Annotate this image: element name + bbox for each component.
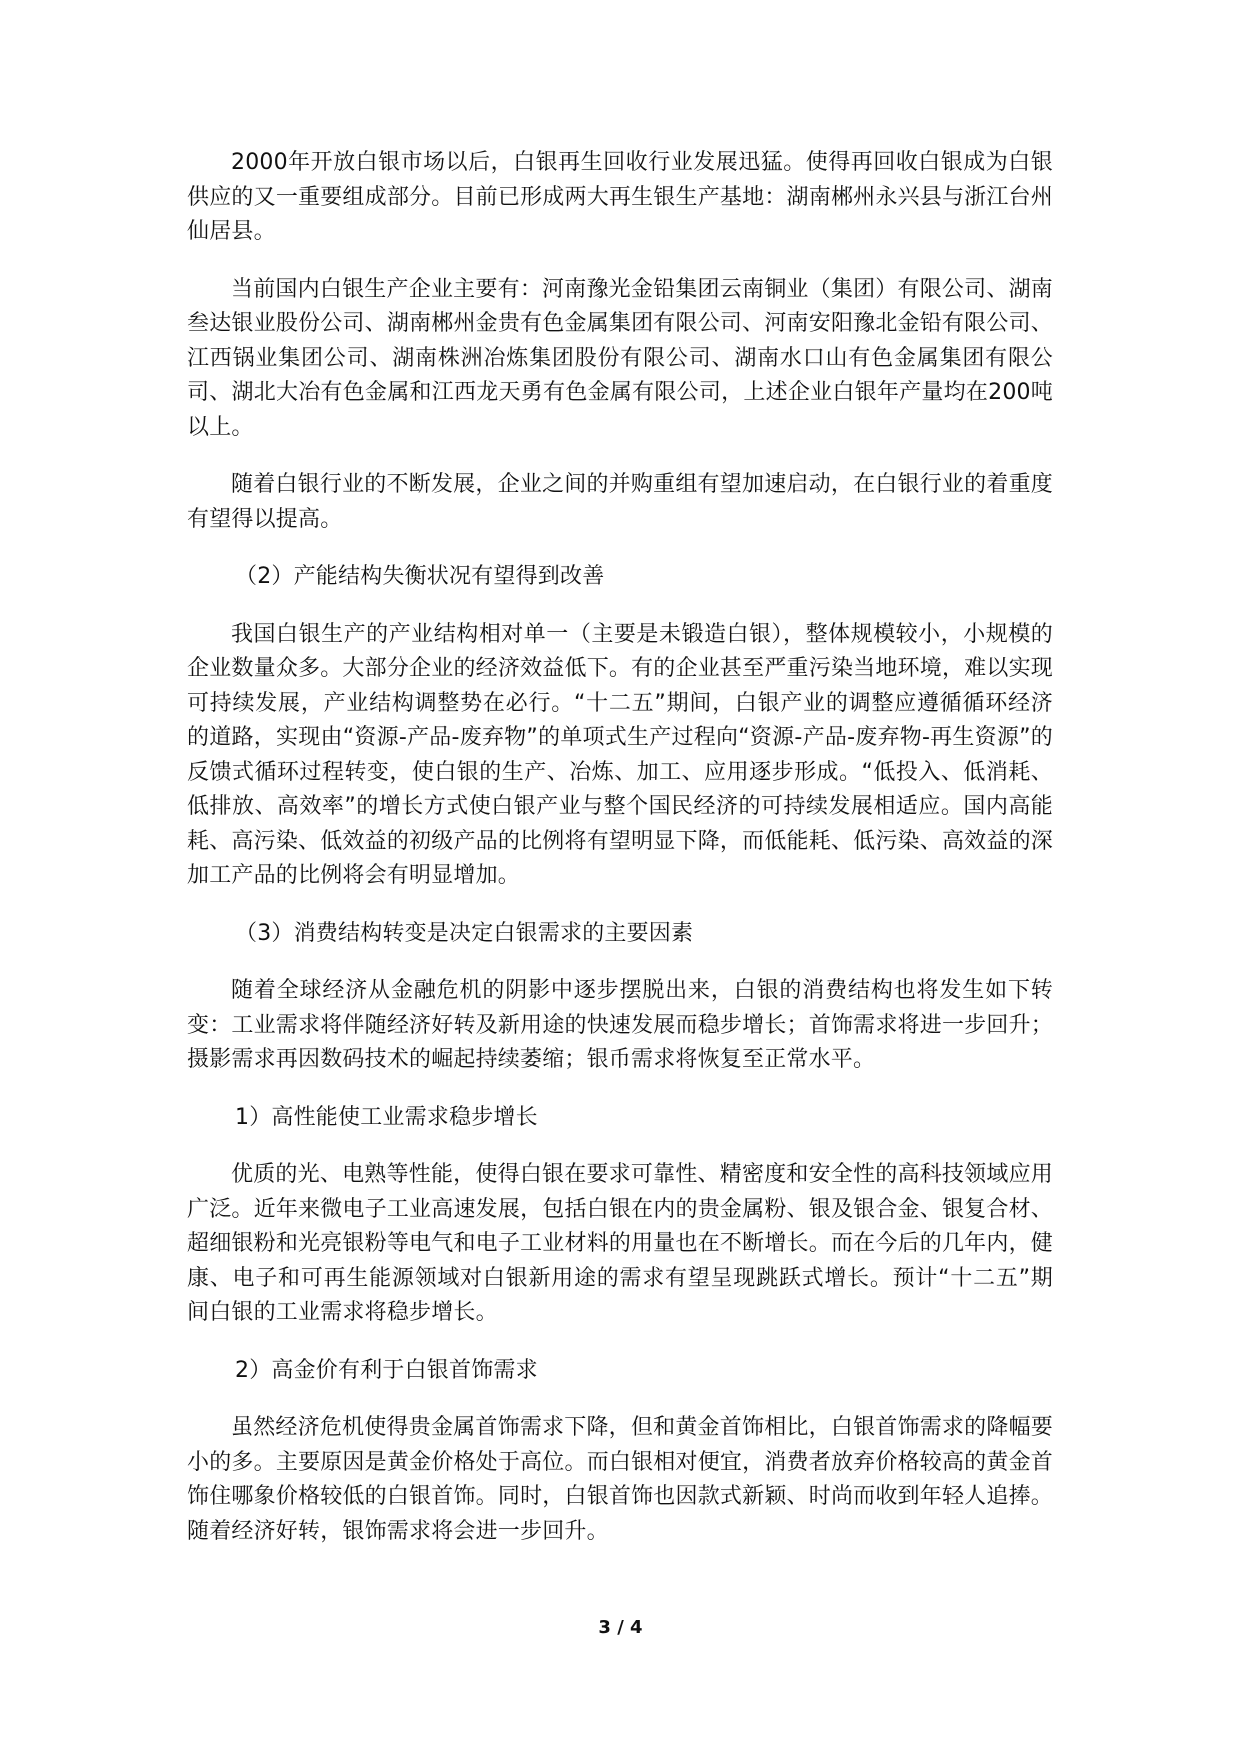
section-heading-capacity-structure: （2）产能结构失衡状况有望得到改善: [235, 564, 605, 589]
paragraph-consumption-shift: 随着全球经济从金融危机的阴影中逐步摆脱出来，白银的消费结构也将发生如下转变：工业需求将伴随经济好转及新用途的快速发展而稳步增长；首饰需求将进一步回升；摄影需求再因数码技术的崛起持续萎缩；银币需求将恢复至正常水平。: [187, 978, 1053, 1072]
section-heading-consumption-structure: （3）消费结构转变是决定白银需求的主要因素: [235, 920, 694, 946]
paragraph-mergers: 随着白银行业的不断发展，企业之间的并购重组有望加速启动，在白银行业的着重度有望得以提高。: [187, 472, 1053, 532]
paragraph-producers-list: 当前国内白银生产企业主要有：河南豫光金铅集团云南铜业（集团）有限公司、湖南叁达银业股份公司、湖南郴州金贵有色金属集团有限公司、河南安阳豫北金铅有限公司、江西锅业集团公司、湖南株洲冶炼集团股份有限公司、湖南水口山有色金属集团有限公司、湖北大冶有色金属和江西龙天勇有色金属有限公司，上述企业白银年产量均在200吨以上。: [187, 276, 1053, 440]
paragraph-silver-recycling: 2000年开放白银市场以后，白银再生回收行业发展迅猛。使得再回收白银成为白银供应的又一重要组成部分。目前已形成两大再生银生产基地：湖南郴州永兴县与浙江台州仙居县。: [187, 150, 1053, 244]
page-number: 3 / 4: [598, 1617, 643, 1638]
paragraph-industry-structure: 我国白银生产的产业结构相对单一（主要是未锻造白银），整体规模较小，小规模的企业数量众多。大部分企业的经济效益低下。有的企业甚至严重污染当地环境，难以实现可持续发展，产业结构调整势在必行。“十二五”期间，白银产业的调整应遵循循环经济的道路，实现由“资源-产品-废弃物”的单项式生产过程向“资源-产品-废弃物-再生资源”的反馈式循环过程转变，使白银的生产、冶炼、加工、应用逐步形成。“低投入、低消耗、低排放、高效率”的增长方式使白银产业与整个国民经济的可持续发展相适应。国内高能耗、高污染、低效益的初级产品的比例将有望明显下降，而低能耗、低污染、高效益的深加工产品的比例将会有明显增加。: [187, 621, 1053, 888]
paragraph-jewelry-demand: 虽然经济危机使得贵金属首饰需求下降，但和黄金首饰相比，白银首饰需求的降幅要小的多。主要原因是黄金价格处于高位。而白银相对便宜，消费者放弃价格较高的黄金首饰住哪象价格较低的白银首饰。同时，白银首饰也因款式新颖、时尚而收到年轻人追捧。随着经济好转，银饰需求将会进一步回升。: [187, 1415, 1053, 1544]
document-body: [187, 146, 1053, 1572]
subheading-industrial-demand: 1）高性能使工业需求稳步增长: [235, 1104, 538, 1130]
subheading-jewelry-demand: 2）高金价有利于白银首饰需求: [235, 1357, 538, 1383]
paragraph-industrial-demand: 优质的光、电熟等性能，使得白银在要求可靠性、精密度和安全性的高科技领域应用广泛。近年来微电子工业高速发展，包括白银在内的贵金属粉、银及银合金、银复合材、超细银粉和光亮银粉等电气和电子工业材料的用量也在不断增长。而在今后的几年内，健康、电子和可再生能源领域对白银新用途的需求有望呈现跳跃式增长。预计“十二五”期间白银的工业需求将稳步增长。: [187, 1162, 1053, 1325]
